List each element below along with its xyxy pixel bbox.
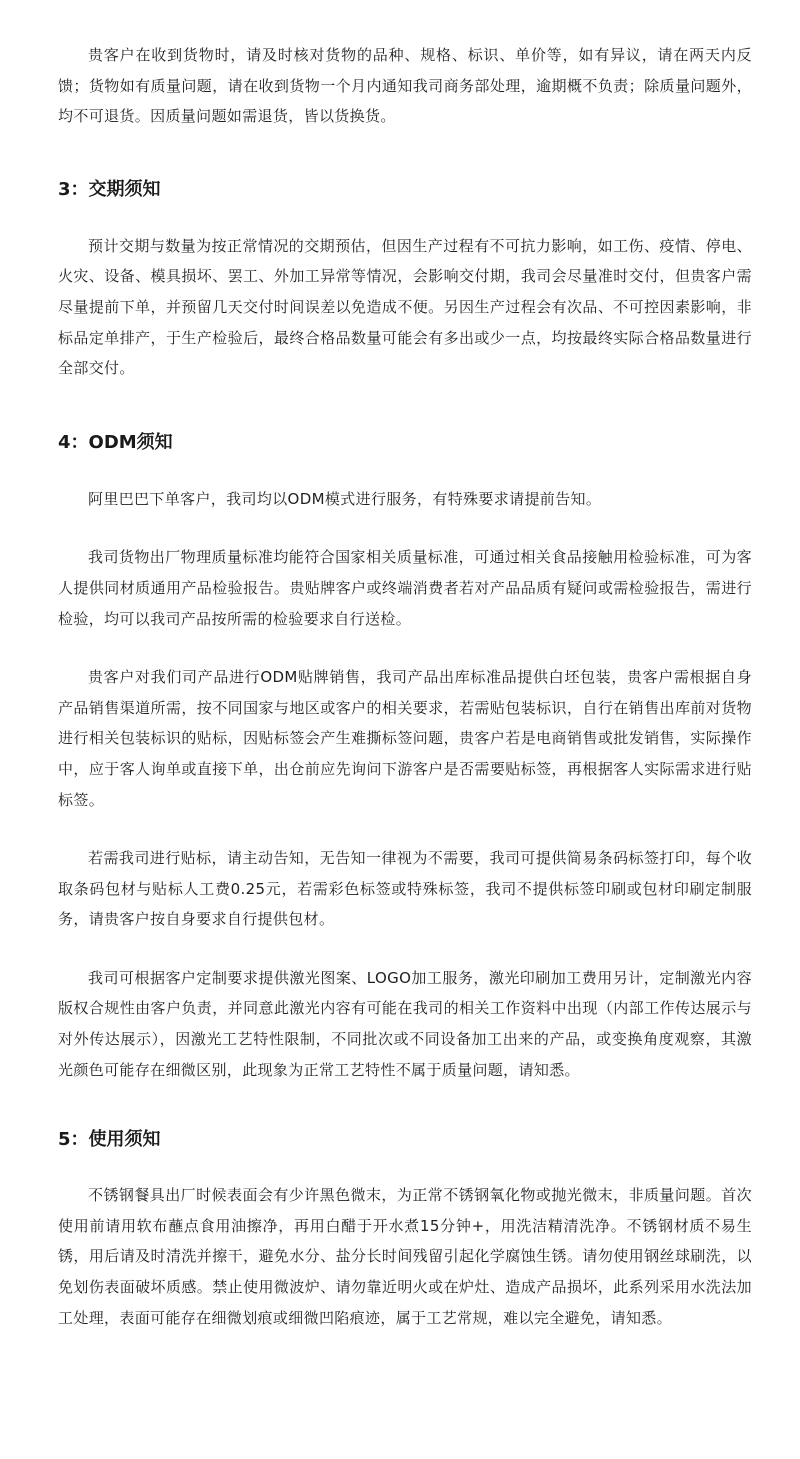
paragraph-delivery-terms: 预计交期与数量为按正常情况的交期预估，但因生产过程有不可抗力影响，如工伤、疫情、停电、火灾、设备、模具损坏、罢工、外加工异常等情况，会影响交付期，我司会尽量准时交付，但贵客户需尽量提前下单，并预留几天交付时间误差以免造成不便。另因生产过程会有次品、不可控因素影响，非标品定单排产，于生产检验后，最终合格品数量可能会有多出或少一点，均按最终实际合格品数量进行全部交付。: [58, 236, 752, 378]
section-heading-usage: 5：使用须知: [58, 1129, 161, 1151]
paragraph-inspection-returns: 贵客户在收到货物时，请及时核对货物的品种、规格、标识、单价等，如有异议，请在两天内反馈；货物如有质量问题，请在收到货物一个月内通知我司商务部处理，逾期概不负责；除质量问题外，均不可退货。因质量问题如需退货，皆以货换货。: [58, 46, 752, 126]
paragraph-odm-intro: 阿里巴巴下单客户，我司均以ODM模式进行服务，有特殊要求请提前告知。: [88, 489, 602, 508]
paragraph-quality-standards: 我司货物出厂物理质量标准均能符合国家相关质量标准，可通过相关食品接触用检验标准，可为客人提供同材质通用产品检验报告。贵贴牌客户或终端消费者若对产品品质有疑问或需检验报告，需进行检验，均可以我司产品按所需的检验要求自行送检。: [58, 548, 752, 628]
paragraph-laser-logo: 我司可根据客户定制要求提供激光图案、LOGO加工服务，激光印刷加工费用另计，定制激光内容版权合规性由客户负责，并同意此激光内容有可能在我司的相关工作资料中出现（内部工作传达展示与对外传达展示），因激光工艺特性限制，不同批次或不同设备加工出来的产品，或变换角度观察，其激光颜色可能存在细微区别，此现象为正常工艺特性不属于质量问题，请知悉。: [58, 968, 752, 1079]
document-body: [58, 40, 752, 1333]
paragraph-oem-labeling: 贵客户对我们司产品进行ODM贴牌销售，我司产品出库标准品提供白坯包装，贵客户需根据自身产品销售渠道所需，按不同国家与地区或客户的相关要求，若需贴包装标识，自行在销售出库前对货物进行相关包装标识的贴标，因贴标签会产生难撕标签问题，贵客户若是电商销售或批发销售，实际操作中，应于客人询单或直接下单，出仓前应先询问下游客户是否需要贴标签，再根据客人实际需求进行贴标签。: [58, 668, 752, 809]
section-heading-odm: 4：ODM须知: [58, 431, 173, 453]
paragraph-usage-instructions: 不锈钢餐具出厂时候表面会有少许黑色微末，为正常不锈钢氧化物或抛光微末，非质量问题。首次使用前请用软布蘸点食用油擦净，再用白醋于开水煮15分钟+，用洗洁精清洗净。不锈钢材质不易生锈，用后请及时清洗并擦干，避免水分、盐分长时间残留引起化学腐蚀生锈。请勿使用钢丝球刷洗，以免划伤表面破坏质感。禁止使用微波炉、请勿靠近明火或在炉灶、造成产品损坏，此系列采用水洗法加工处理，表面可能存在细微划痕或细微凹陷痕迹，属于工艺常规，难以完全避免，请知悉。: [58, 1186, 752, 1327]
section-heading-delivery: 3：交期须知: [58, 178, 161, 200]
paragraph-label-service: 若需我司进行贴标，请主动告知，无告知一律视为不需要，我司可提供简易条码标签打印，每个收取条码包材与贴标人工费0.25元，若需彩色标签或特殊标签，我司不提供标签印刷或包材印刷定制服务，请贵客户按自身要求自行提供包材。: [58, 849, 752, 929]
